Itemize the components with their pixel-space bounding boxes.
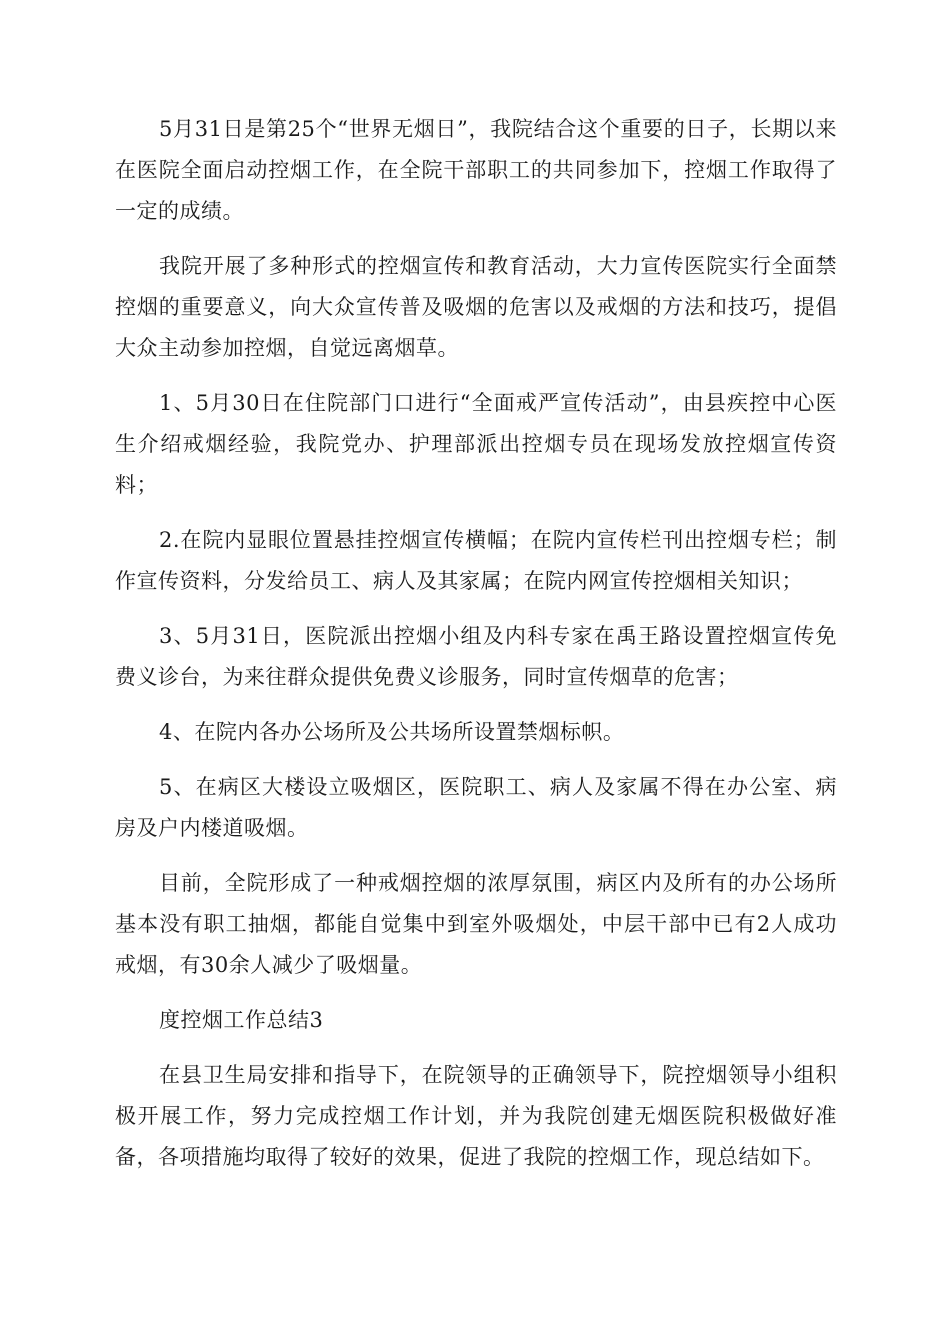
- paragraph-item-4: 4、在院内各办公场所及公共场所设置禁烟标帜。: [159, 720, 625, 744]
- section-heading: 度控烟工作总结3: [159, 1008, 324, 1032]
- paragraph-item-3: 3、5月31日，医院派出控烟小组及内科专家在禹王路设置控烟宣传免费义诊台，为来往群众提供免费义诊服务，同时宣传烟草的危害；: [115, 624, 837, 689]
- paragraph-item-1: 1、5月30日在住院部门口进行“全面戒严宣传活动”，由县疾控中心医生介绍戒烟经验，我院党办、护理部派出控烟专员在现场发放控烟宣传资料；: [115, 391, 837, 497]
- paragraph-summary-intro: 在县卫生局安排和指导下，在院领导的正确领导下，院控烟领导小组积极开展工作，努力完成控烟工作计划，并为我院创建无烟医院积极做好准备，各项措施均取得了较好的效果，促进了我院的控烟工作，现总结如下。: [115, 1063, 837, 1169]
- paragraph-item-5: 5、在病区大楼设立吸烟区，医院职工、病人及家属不得在办公室、病房及户内楼道吸烟。: [115, 775, 837, 840]
- paragraph-item-2: 2.在院内显眼位置悬挂控烟宣传横幅；在院内宣传栏刊出控烟专栏；制作宣传资料，分发给员工、病人及其家属；在院内网宣传控烟相关知识；: [115, 528, 837, 593]
- paragraph-publicity-activities: 我院开展了多种形式的控烟宣传和教育活动，大力宣传医院实行全面禁控烟的重要意义，向大众宣传普及吸烟的危害以及戒烟的方法和技巧，提倡大众主动参加控烟，自觉远离烟草。: [115, 254, 837, 360]
- paragraph-current-status: 目前，全院形成了一种戒烟控烟的浓厚氛围，病区内及所有的办公场所基本没有职工抽烟，都能自觉集中到室外吸烟处，中层干部中已有2人成功戒烟，有30余人减少了吸烟量。: [115, 871, 837, 977]
- paragraph-world-no-tobacco-day: 5月31日是第25个“世界无烟日”，我院结合这个重要的日子，长期以来在医院全面启动控烟工作，在全院干部职工的共同参加下，控烟工作取得了一定的成绩。: [115, 117, 837, 223]
- document-body: [115, 109, 837, 1192]
